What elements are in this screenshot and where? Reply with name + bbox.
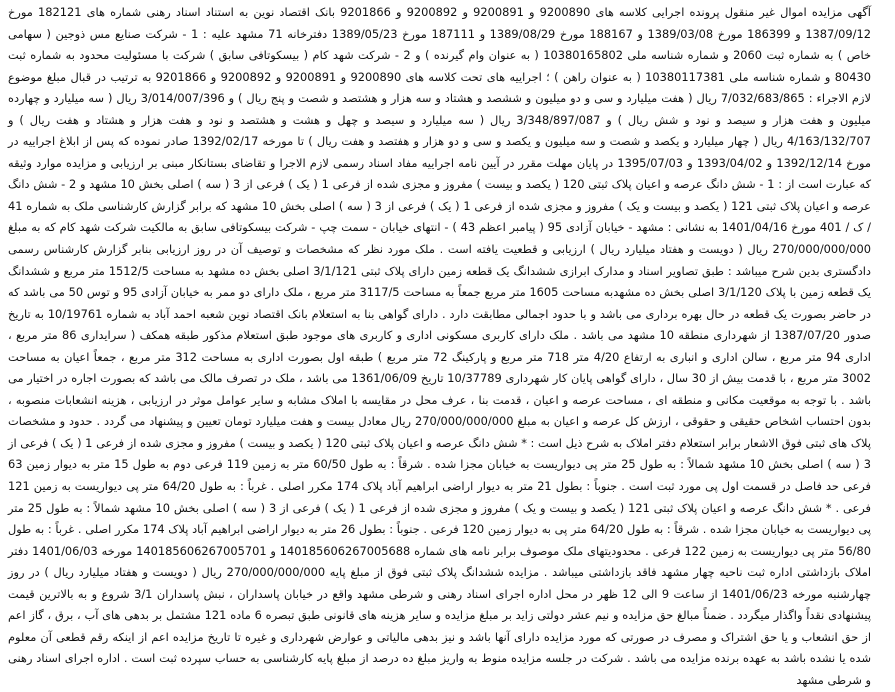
- notice-body-text: آگهی مزایده اموال غیر منقول پرونده اجرایی کلاسه های 9200890 و 9200891 و 9200892 و 9201866 بانک اقتصاد نوین به استناد اسناد رهنی شماره های 182121 مورخ 1387/09/12 و 186399 مورخ 1389/03/08 و 188167 مورخ 1389/08/29 و 187111 مورخ 1389/05/23 دفترخانه 71 مشهد علیه : 1 - شرکت صنایع مس ذوجین ( سهامی خاص ) به شماره ثبت 2060 و شماره شناسه ملی 10380165802 ( به عنوان وام گیرنده ) و 2 - شرکت شهد کام ( بیسکوتافی سابق ) شرکت با مسئولیت محدود به شماره ثبت 80430 و شماره شناسه ملی 10380117381 ( به عنوان راهن ) ؛ اجراییه های تحت کلاسه های 9200890 و 9200891 و 9200892 و 9201866 به ترتیب در قبال مبلغ موضوع لازم الاجراء : 7/032/683/865 ریال ( هفت میلیارد و سی و دو میلیون و ششصد و هشتاد و سه هزار و هشتصد و شصت و پنج ریال ) و 3/014/007/396 ریال ( سه میلیارد و چهارده میلیون و هفت هزار و سیصد و نود و شش ریال ) و 3/348/897/087 ریال ( سه میلیارد و سیصد و چهل و هشت و هشتصد و نود و هفت هزار و هشتاد و هفت ریال ) و 4/163/132/707 ریال ( چهار میلیارد و یکصد و شصت و سه میلیون و یکصد و سی و دو هزار و هفتصد و هفت ریال ) تا مورخه 1392/02/17 صادر نموده که پس از ابلاغ اجراییه در مورخ 1392/12/14 و 1393/04/02 و 1395/07/03 در پایان مهلت مقرر در آیین نامه اجراییه مفاد اسناد رسمی لازم الاجرا و تقاضای بستانکار مبنی بر ارزیابی و مزایده موارد وثیقه که عبارت است از : 1 - شش دانگ عرصه و اعیان پلاک ثبتی 120 ( یکصد و بیست ) مفروز و مجزی شده از فرعی 1 ( یک ) فرعی از 3 ( سه ) اصلی بخش 10 مشهد و 2 - شش دانگ عرصه و اعیان پلاک ثبتی 121 ( یکصد و بیست و یک ) مفروز و مجزی شده از فرعی 1 ( یک ) فرعی از 3 ( سه ) اصلی بخش 10 مشهد که برابر گزارش کارشناسی ملک به شماره 41 / ک / 401 مورخ 1401/04/16 به نشانی : مشهد - خیابان آزادی 95 ( پیامبر اعظم 43 ) - انتهای خیابان - سمت چپ - شرکت بیسکوتافی سابق به مالکیت شرکت شهد کام که به مبلغ 270/000/000/000 ریال ( دویست و هفتاد میلیارد ریال ) ارزیابی و قطعیت یافته است . ملک مورد نظر که مشخصات و توصیف آن در روز ارزیابی بنابر گزارش کارشناس رسمی دادگستری بدین شرح میباشد : طبق تصاویر اسناد و مدارک ابرازی ششدانگ یک قطعه زمین دارای پلاک ثبتی 3/1/121 اصلی بخش ده مشهد به مساحت 1512/5 متر مربع و ششدانگ یک قطعه زمین با پلاک 3/1/120 اصلی بخش ده مشهدبه مساحت 1605 متر مربع جمعاً به مساحت 3117/5 متر مربع ، ملک دارای دو ممر به خیابان آزادی 95 و توس 50 می باشد که در حاضر بصورت یک قطعه در حال بهره برداری می باشد و با حدود اجمالی مطابقت دارد . دارای گواهی بنا به استعلام بانک اقتصاد نوین شعبه احمد آباد به شماره 10/19761 به تاریخ صدور 1387/07/20 از شهرداری منطقه 10 مشهد می باشد . ملک دارای کاربری مسکونی اداری و کاربری های موجود طبق استعلام مذکور طبقه همکف ( سرایداری 86 متر مربع ، اداری 94 متر مربع ، سالن اداری و انباری به ارتفاع 4/20 متر 718 متر مربع و پارکینگ 72 متر مربع ) طبقه اول بصورت اداری به مساحت 312 متر مربع ، جمعاً اعیان به مساحت 3002 متر مربع ، با قدمت بیش از 30 سال ، دارای گواهی پایان کار شهرداری 10/37789 تاریخ 1361/06/09 می باشد ، ملک در تصرف مالک می باشد که بصورت اجاره در اختیار می باشد . با توجه به موقعیت مکانی و منطقه ای ، مساحت عرصه و اعیان ، قدمت بنا ، عرف محل در مقایسه با املاک مشابه و سایر عوامل موثر در ارزیابی ، هزینه انشعابات منصوبه ، بدون احتساب اشخاص حقیقی و حقوقی ، ارزش کل عرصه و اعیان به مبلغ 270/000/000/000 ریال معادل بیست و هفت میلیارد تومان تعیین و پیشنهاد می گردد . حدود و مشخصات پلاک های ثبتی فوق الاشعار برابر استعلام دفتر املاک به شرح ذیل است : * شش دانگ عرصه و اعیان پلاک ثبتی 120 ( یکصد و بیست ) مفروز و مجزی شده از فرعی 1 ( یک ) فرعی از 3 ( سه ) اصلی بخش 10 مشهد شمالاً : به طول 25 متر پی دیواریست به خیابان مجزا شده . شرقاً : به طول 60/50 متر به زمین 119 فرعی دوم به طول 15 متر به دیوار زمین 63 فرعی حد فاصل در قسمت اول پی مورد ثبت است . جنوباً : بطول 21 متر به دیوار اراضی ابراهیم آباد پلاک 174 مکرر اصلی . غرباً : به طول 64/20 متر پی دیواریست به زمین 121 فرعی . * شش دانگ عرصه و اعیان پلاک ثبتی 121 ( یکصد و بیست و یک ) مفروز و مجزی شده از فرعی 1 ( یک ) فرعی از 3 ( سه ) اصلی بخش 10 مشهد شمالاً : به طول 25 متر پی دیواریست به خیابان مجزا شده . شرقاً : به طول 64/20 متر پی به دیوار زمین 120 فرعی . جنوباً : بطول 26 متر به دیوار اراضی ابراهیم آباد پلاک 174 مکرر اصلی . غرباً : به طول 56/80 متر پی دیواریست به زمین 122 فرعی . محدودیتهای ملک موصوف برابر نامه های شماره 140185606267005688 و 140185606267005701 مورخه 1401/06/03 دفتر املاک بازداشتی اداره ثبت ناحیه چهار مشهد فاقد بازداشتی میباشد . مزایده ششدانگ پلاک ثبتی فوق از مبلغ پایه 270/000/000/000 ریال ( دویست و هفتاد میلیارد ریال ) در روز چهارشنبه مورخه 1401/06/23 از ساعت 9 الی 12 ظهر در محل اداره اجرای اسناد رهنی و شرطی مشهد واقع در خیابان پاسداران ، نبش پاسداران 3/1 شروع و به بالاترین قیمت پیشنهادی نقداً واگذار میگردد . ضمناً مبالغ حق مزایده و نیم عشر دولتی زاید بر مبلغ مزایده و سایر هزینه های قانونی طبق تبصره 6 ماده 121 مشتمل بر بدهی های آب ، برق ، گاز اعم از حق انشعاب و یا حق اشتراک و مصرف در صورتی که مورد مزایده دارای آنها باشد و نیز بدهی مالیاتی و عوارض شهرداری و غیره تا تاریخ مزایده اعم از اینکه رقم قطعی آن معلوم شده یا نشده باشد به عهده برنده مزایده می باشد . شرکت در جلسه مزایده منوط به واریز مبلغ ده درصد از مبلغ پایه کارشناسی به حساب سپرده ثبت است . اداره اجرای اسناد رهنی و شرطی مشهد: [8, 5, 872, 687]
